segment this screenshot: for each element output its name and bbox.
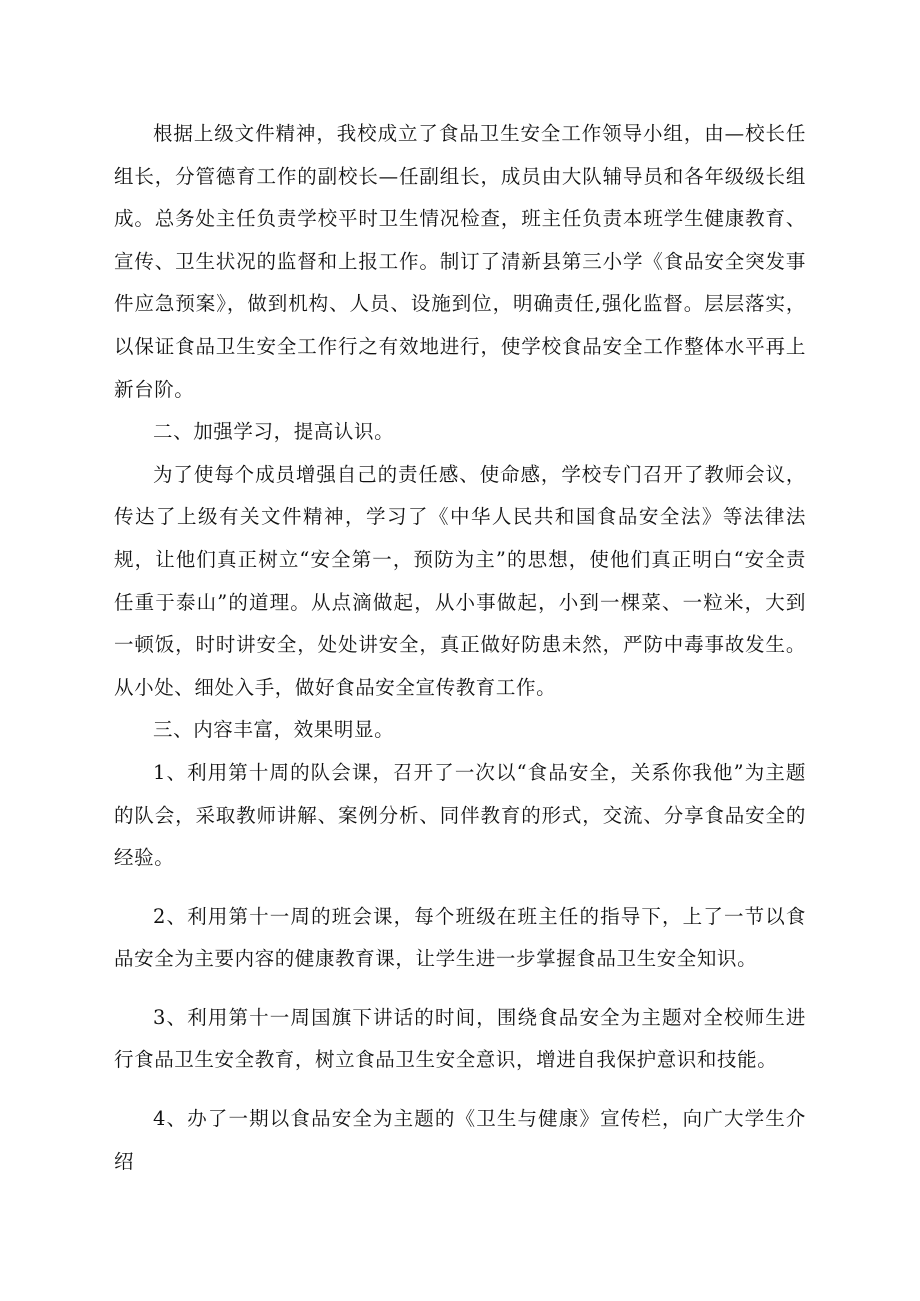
document-body: [114, 113, 806, 1183]
list-item-2-class-meeting: 2、利用第十一周的班会课，每个班级在班主任的指导下，上了一节以食品安全为主要内容的健康教育课，让学生进一步掌握食品卫生安全知识。: [114, 904, 806, 971]
heading-strengthen-learning: 二、加强学习，提高认识。: [153, 420, 395, 444]
list-item-1-team-meeting: 1、利用第十周的队会课，召开了一次以“食品安全，关系你我他”为主题的队会，采取教师讲解、案例分析、同伴教育的形式，交流、分享食品安全的经验。: [114, 760, 806, 870]
list-item-3-flag-speech: 3、利用第十一周国旗下讲话的时间，围绕食品安全为主题对全校师生进行食品卫生安全教育，树立食品卫生安全意识，增进自我保护意识和技能。: [114, 1005, 806, 1072]
paragraph-leadership-group: 根据上级文件精神，我校成立了食品卫生安全工作领导小组，由—校长任组长，分管德育工作的副校长—任副组长，成员由大队辅导员和各年级级长组成。总务处主任负责学校平时卫生情况检查，班主任负责本班学生健康教育、宣传、卫生状况的监督和上报工作。制订了清新县第三小学《食品安全突发事件应急预案》，做到机构、人员、设施到位，明确责任,强化监督。层层落实，以保证食品卫生安全工作行之有效地进行，使学校食品安全工作整体水平再上新台阶。: [114, 122, 806, 401]
heading-rich-content: 三、内容丰富，效果明显。: [153, 718, 395, 742]
paragraph-teacher-meeting: 为了使每个成员增强自己的责任感、使命感，学校专门召开了教师会议，传达了上级有关文件精神，学习了《中华人民共和国食品安全法》等法律法规，让他们真正树立“安全第一，预防为主”的思想，使他们真正明白“安全责任重于泰山”的道理。从点滴做起，从小事做起，小到一棵菜、一粒米，大到一顿饭，时时讲安全，处处讲安全，真正做好防患未然，严防中毒事故发生。从小处、细处入手，做好食品安全宣传教育工作。: [114, 462, 806, 699]
list-item-4-bulletin-board: 4、办了一期以食品安全为主题的《卫生与健康》宣传栏，向广大学生介绍: [114, 1107, 806, 1173]
